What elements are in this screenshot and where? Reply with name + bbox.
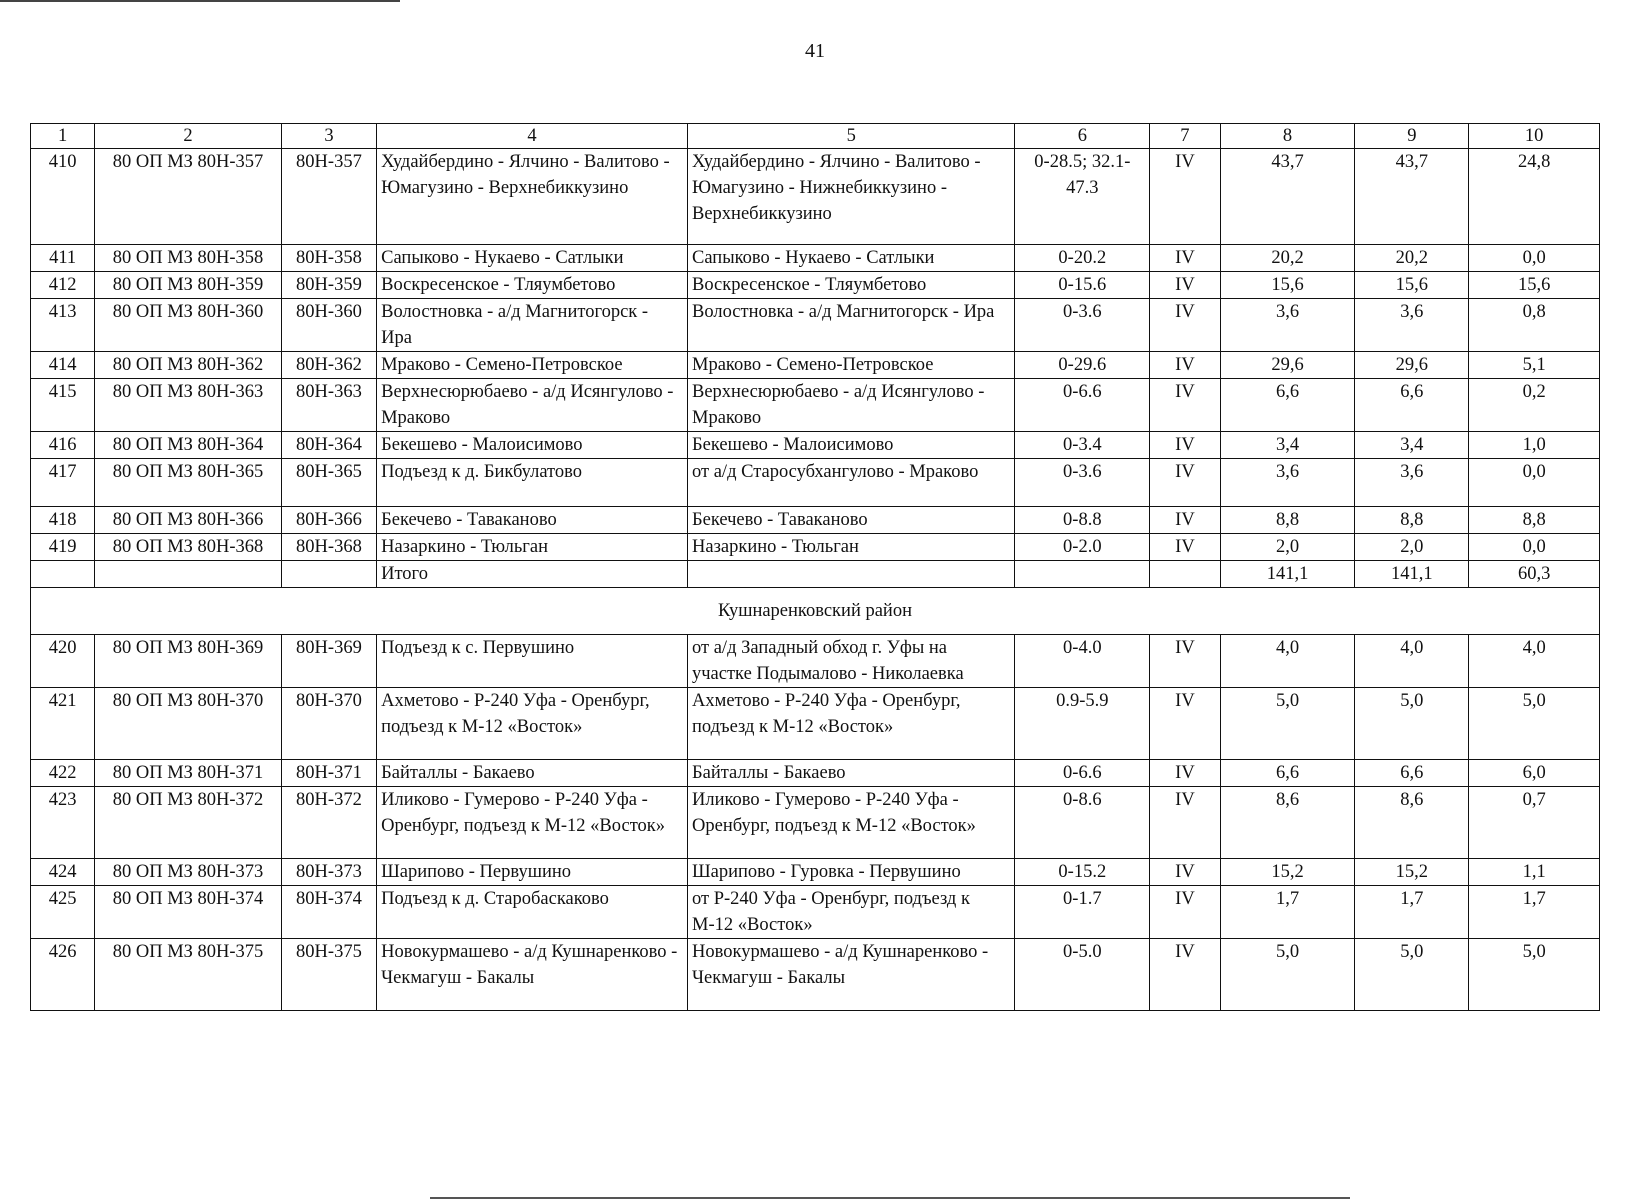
road-code-cell: 80Н-371 [281, 760, 376, 787]
road-name-cell: Худайбердино - Ялчино - Валитово - Юмагузино - Верхнебиккузино [377, 149, 688, 245]
registration-number-cell: 80 ОП МЗ 80Н-373 [95, 859, 282, 886]
header-cell: 6 [1015, 124, 1150, 149]
road-category-cell: IV [1150, 534, 1220, 561]
length-surfaced-cell: 1,1 [1469, 859, 1600, 886]
empty-cell [281, 561, 376, 588]
table-row [31, 688, 1600, 760]
road-category-cell: IV [1150, 787, 1220, 859]
header-cell: 5 [688, 124, 1015, 149]
length-cell: 29,6 [1355, 352, 1469, 379]
row-number-cell: 413 [31, 299, 95, 352]
road-category-cell: IV [1150, 688, 1220, 760]
road-category-cell: IV [1150, 859, 1220, 886]
road-category-cell: IV [1150, 272, 1220, 299]
road-name-cell: Волостновка - а/д Магнитогорск - Ира [377, 299, 688, 352]
road-name-cell: Иликово - Гумерово - Р-240 Уфа - Оренбург, подъезд к М-12 «Восток» [377, 787, 688, 859]
registration-number-cell: 80 ОП МЗ 80Н-364 [95, 432, 282, 459]
road-category-cell: IV [1150, 379, 1220, 432]
length-surfaced-cell: 5,1 [1469, 352, 1600, 379]
length-total-cell: 43,7 [1220, 149, 1355, 245]
empty-cell [1150, 561, 1220, 588]
row-number-cell: 420 [31, 635, 95, 688]
header-cell: 10 [1469, 124, 1600, 149]
length-cell: 15,2 [1355, 859, 1469, 886]
length-surfaced-cell: 8,8 [1469, 507, 1600, 534]
table-row [31, 886, 1600, 939]
road-code-cell: 80Н-375 [281, 939, 376, 1011]
length-cell: 6,6 [1355, 760, 1469, 787]
kilometer-range-cell: 0-6.6 [1015, 379, 1150, 432]
road-code-cell: 80Н-370 [281, 688, 376, 760]
road-code-cell: 80Н-373 [281, 859, 376, 886]
table-row [31, 534, 1600, 561]
table-row [31, 432, 1600, 459]
total-length-surfaced: 60,3 [1469, 561, 1600, 588]
table-row [31, 379, 1600, 432]
road-category-cell: IV [1150, 760, 1220, 787]
length-surfaced-cell: 0,0 [1469, 245, 1600, 272]
kilometer-range-cell: 0-2.0 [1015, 534, 1150, 561]
road-category-cell: IV [1150, 459, 1220, 507]
length-cell: 20,2 [1355, 245, 1469, 272]
length-total-cell: 15,2 [1220, 859, 1355, 886]
road-name-cell: Байталлы - Бакаево [377, 760, 688, 787]
route-description-cell: Ахметово - Р-240 Уфа - Оренбург, подъезд к М-12 «Восток» [688, 688, 1015, 760]
road-code-cell: 80Н-369 [281, 635, 376, 688]
road-code-cell: 80Н-360 [281, 299, 376, 352]
header-cell: 7 [1150, 124, 1220, 149]
length-surfaced-cell: 0,0 [1469, 459, 1600, 507]
row-number-cell: 425 [31, 886, 95, 939]
length-cell: 6,6 [1355, 379, 1469, 432]
kilometer-range-cell: 0-20.2 [1015, 245, 1150, 272]
kilometer-range-cell: 0-4.0 [1015, 635, 1150, 688]
kilometer-range-cell: 0-6.6 [1015, 760, 1150, 787]
registration-number-cell: 80 ОП МЗ 80Н-359 [95, 272, 282, 299]
route-description-cell: от Р-240 Уфа - Оренбург, подъезд к М-12 «Восток» [688, 886, 1015, 939]
header-row [31, 124, 1600, 149]
length-total-cell: 3,6 [1220, 299, 1355, 352]
road-name-cell: Воскресенское - Тляумбетово [377, 272, 688, 299]
header-cell: 4 [377, 124, 688, 149]
registration-number-cell: 80 ОП МЗ 80Н-369 [95, 635, 282, 688]
route-description-cell: от а/д Старосубхангулово - Мраково [688, 459, 1015, 507]
total-length: 141,1 [1355, 561, 1469, 588]
kilometer-range-cell: 0-1.7 [1015, 886, 1150, 939]
row-number-cell: 415 [31, 379, 95, 432]
length-cell: 2,0 [1355, 534, 1469, 561]
road-category-cell: IV [1150, 635, 1220, 688]
page-number: 41 [805, 40, 825, 62]
road-name-cell: Назаркино - Тюльган [377, 534, 688, 561]
top-scan-rule [0, 0, 400, 2]
registration-number-cell: 80 ОП МЗ 80Н-372 [95, 787, 282, 859]
length-cell: 8,8 [1355, 507, 1469, 534]
table-row [31, 299, 1600, 352]
length-total-cell: 2,0 [1220, 534, 1355, 561]
length-surfaced-cell: 5,0 [1469, 939, 1600, 1011]
length-surfaced-cell: 0,0 [1469, 534, 1600, 561]
road-category-cell: IV [1150, 299, 1220, 352]
kilometer-range-cell: 0-15.6 [1015, 272, 1150, 299]
route-description-cell: Шарипово - Гуровка - Первушино [688, 859, 1015, 886]
kilometer-range-cell: 0-29.6 [1015, 352, 1150, 379]
road-code-cell: 80Н-362 [281, 352, 376, 379]
road-category-cell: IV [1150, 352, 1220, 379]
row-number-cell: 422 [31, 760, 95, 787]
region-title: Кушнаренковский район [31, 588, 1600, 635]
table-row [31, 760, 1600, 787]
road-name-cell: Мраково - Семено-Петровское [377, 352, 688, 379]
header-cell: 8 [1220, 124, 1355, 149]
route-description-cell: Мраково - Семено-Петровское [688, 352, 1015, 379]
road-name-cell: Сапыково - Нукаево - Сатлыки [377, 245, 688, 272]
kilometer-range-cell: 0-3.4 [1015, 432, 1150, 459]
road-code-cell: 80Н-358 [281, 245, 376, 272]
road-code-cell: 80Н-368 [281, 534, 376, 561]
route-description-cell: Байталлы - Бакаево [688, 760, 1015, 787]
road-name-cell: Верхнесюрюбаево - а/д Исянгулово - Мраково [377, 379, 688, 432]
row-number-cell: 412 [31, 272, 95, 299]
road-name-cell: Ахметово - Р-240 Уфа - Оренбург, подъезд к М-12 «Восток» [377, 688, 688, 760]
length-surfaced-cell: 6,0 [1469, 760, 1600, 787]
road-code-cell: 80Н-372 [281, 787, 376, 859]
length-surfaced-cell: 0,2 [1469, 379, 1600, 432]
total-label: Итого [377, 561, 688, 588]
length-cell: 15,6 [1355, 272, 1469, 299]
row-number-cell: 423 [31, 787, 95, 859]
table-row [31, 507, 1600, 534]
kilometer-range-cell: 0-3.6 [1015, 299, 1150, 352]
road-name-cell: Шарипово - Первушино [377, 859, 688, 886]
length-cell: 8,6 [1355, 787, 1469, 859]
header-cell: 3 [281, 124, 376, 149]
row-number-cell: 411 [31, 245, 95, 272]
empty-cell [1015, 561, 1150, 588]
table-row [31, 859, 1600, 886]
empty-cell [688, 561, 1015, 588]
roads-table [30, 123, 1600, 1011]
route-description-cell: Воскресенское - Тляумбетово [688, 272, 1015, 299]
kilometer-range-cell: 0-15.2 [1015, 859, 1150, 886]
row-number-cell: 414 [31, 352, 95, 379]
header-cell: 9 [1355, 124, 1469, 149]
empty-cell [95, 561, 282, 588]
length-total-cell: 5,0 [1220, 939, 1355, 1011]
road-code-cell: 80Н-366 [281, 507, 376, 534]
road-code-cell: 80Н-365 [281, 459, 376, 507]
row-number-cell: 417 [31, 459, 95, 507]
route-description-cell: Бекешево - Малоисимово [688, 432, 1015, 459]
kilometer-range-cell: 0.9-5.9 [1015, 688, 1150, 760]
length-total-cell: 3,6 [1220, 459, 1355, 507]
registration-number-cell: 80 ОП МЗ 80Н-363 [95, 379, 282, 432]
row-number-cell: 419 [31, 534, 95, 561]
length-total-cell: 20,2 [1220, 245, 1355, 272]
registration-number-cell: 80 ОП МЗ 80Н-357 [95, 149, 282, 245]
row-number-cell: 410 [31, 149, 95, 245]
row-number-cell: 424 [31, 859, 95, 886]
row-number-cell: 421 [31, 688, 95, 760]
length-surfaced-cell: 0,7 [1469, 787, 1600, 859]
length-surfaced-cell: 5,0 [1469, 688, 1600, 760]
table-row [31, 149, 1600, 245]
length-surfaced-cell: 4,0 [1469, 635, 1600, 688]
route-description-cell: Иликово - Гумерово - Р-240 Уфа - Оренбург, подъезд к М-12 «Восток» [688, 787, 1015, 859]
route-description-cell: Бекечево - Таваканово [688, 507, 1015, 534]
total-row [31, 561, 1600, 588]
row-number-cell: 418 [31, 507, 95, 534]
road-code-cell: 80Н-359 [281, 272, 376, 299]
road-category-cell: IV [1150, 245, 1220, 272]
road-category-cell: IV [1150, 507, 1220, 534]
road-name-cell: Подъезд к д. Старобаскаково [377, 886, 688, 939]
bottom-scan-rule [430, 1197, 1350, 1199]
registration-number-cell: 80 ОП МЗ 80Н-374 [95, 886, 282, 939]
table-row [31, 352, 1600, 379]
length-cell: 3,4 [1355, 432, 1469, 459]
table-row [31, 459, 1600, 507]
road-category-cell: IV [1150, 432, 1220, 459]
length-cell: 1,7 [1355, 886, 1469, 939]
length-total-cell: 1,7 [1220, 886, 1355, 939]
length-total-cell: 6,6 [1220, 379, 1355, 432]
length-cell: 43,7 [1355, 149, 1469, 245]
table-row [31, 272, 1600, 299]
route-description-cell: Новокурмашево - а/д Кушнаренково - Чекмагуш - Бакалы [688, 939, 1015, 1011]
registration-number-cell: 80 ОП МЗ 80Н-368 [95, 534, 282, 561]
length-total-cell: 4,0 [1220, 635, 1355, 688]
length-surfaced-cell: 1,0 [1469, 432, 1600, 459]
table-row [31, 635, 1600, 688]
kilometer-range-cell: 0-5.0 [1015, 939, 1150, 1011]
length-cell: 4,0 [1355, 635, 1469, 688]
registration-number-cell: 80 ОП МЗ 80Н-360 [95, 299, 282, 352]
length-total-cell: 6,6 [1220, 760, 1355, 787]
length-surfaced-cell: 1,7 [1469, 886, 1600, 939]
registration-number-cell: 80 ОП МЗ 80Н-371 [95, 760, 282, 787]
route-description-cell: Худайбердино - Ялчино - Валитово - Юмагузино - Нижнебиккузино - Верхнебиккузино [688, 149, 1015, 245]
road-code-cell: 80Н-364 [281, 432, 376, 459]
length-total-cell: 15,6 [1220, 272, 1355, 299]
road-name-cell: Бекечево - Таваканово [377, 507, 688, 534]
route-description-cell: Сапыково - Нукаево - Сатлыки [688, 245, 1015, 272]
length-total-cell: 5,0 [1220, 688, 1355, 760]
row-number-cell: 426 [31, 939, 95, 1011]
length-cell: 5,0 [1355, 939, 1469, 1011]
registration-number-cell: 80 ОП МЗ 80Н-365 [95, 459, 282, 507]
kilometer-range-cell: 0-28.5; 32.1-47.3 [1015, 149, 1150, 245]
road-name-cell: Бекешево - Малоисимово [377, 432, 688, 459]
road-code-cell: 80Н-363 [281, 379, 376, 432]
length-total-cell: 8,8 [1220, 507, 1355, 534]
road-code-cell: 80Н-357 [281, 149, 376, 245]
table-row [31, 787, 1600, 859]
table-row [31, 939, 1600, 1011]
road-code-cell: 80Н-374 [281, 886, 376, 939]
route-description-cell: от а/д Западный обход г. Уфы на участке Подымалово - Николаевка [688, 635, 1015, 688]
table-row [31, 245, 1600, 272]
length-cell: 3,6 [1355, 459, 1469, 507]
road-name-cell: Новокурмашево - а/д Кушнаренково - Чекмагуш - Бакалы [377, 939, 688, 1011]
registration-number-cell: 80 ОП МЗ 80Н-375 [95, 939, 282, 1011]
kilometer-range-cell: 0-8.8 [1015, 507, 1150, 534]
row-number-cell: 416 [31, 432, 95, 459]
registration-number-cell: 80 ОП МЗ 80Н-362 [95, 352, 282, 379]
road-category-cell: IV [1150, 939, 1220, 1011]
registration-number-cell: 80 ОП МЗ 80Н-370 [95, 688, 282, 760]
kilometer-range-cell: 0-3.6 [1015, 459, 1150, 507]
registration-number-cell: 80 ОП МЗ 80Н-366 [95, 507, 282, 534]
length-total-cell: 8,6 [1220, 787, 1355, 859]
road-category-cell: IV [1150, 886, 1220, 939]
header-cell: 2 [95, 124, 282, 149]
total-length-total: 141,1 [1220, 561, 1355, 588]
kilometer-range-cell: 0-8.6 [1015, 787, 1150, 859]
length-cell: 5,0 [1355, 688, 1469, 760]
length-surfaced-cell: 15,6 [1469, 272, 1600, 299]
road-name-cell: Подъезд к д. Бикбулатово [377, 459, 688, 507]
registration-number-cell: 80 ОП МЗ 80Н-358 [95, 245, 282, 272]
length-total-cell: 3,4 [1220, 432, 1355, 459]
length-total-cell: 29,6 [1220, 352, 1355, 379]
road-name-cell: Подъезд к с. Первушино [377, 635, 688, 688]
route-description-cell: Назаркино - Тюльган [688, 534, 1015, 561]
length-surfaced-cell: 0,8 [1469, 299, 1600, 352]
route-description-cell: Волостновка - а/д Магнитогорск - Ира [688, 299, 1015, 352]
length-surfaced-cell: 24,8 [1469, 149, 1600, 245]
route-description-cell: Верхнесюрюбаево - а/д Исянгулово - Мраково [688, 379, 1015, 432]
length-cell: 3,6 [1355, 299, 1469, 352]
header-cell: 1 [31, 124, 95, 149]
region-row [31, 588, 1600, 635]
empty-cell [31, 561, 95, 588]
road-category-cell: IV [1150, 149, 1220, 245]
